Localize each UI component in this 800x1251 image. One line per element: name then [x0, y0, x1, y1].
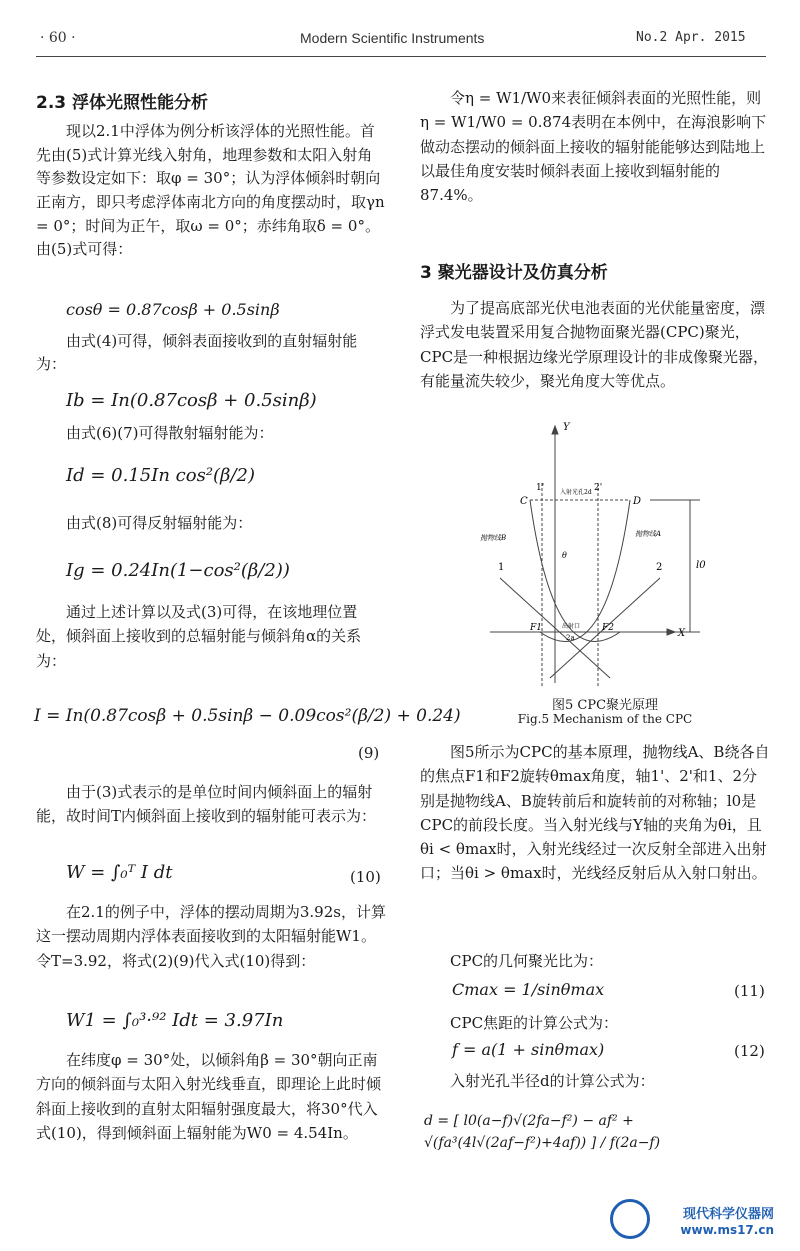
equation-number: (10): [350, 868, 381, 886]
issue-info: No.2 Apr. 2015: [636, 30, 746, 45]
label-y: Y: [563, 422, 570, 433]
journal-name: Modern Scientific Instruments: [300, 30, 485, 46]
paragraph: 通过上述计算以及式(3)可得，在该地理位置处，倾斜面上接收到的总辐射能与倾斜角α的关系为：: [36, 603, 362, 670]
paragraph: 现以2.1中浮体为例分析该浮体的光照性能。首先由(5)式计算光线入射角，地理参数和太阳入射角等参数设定如下：取φ = 30°；认为浮体倾斜时朝向正南方，即只考虑浮体南北方向的角度摆动时，取γn = 0°；时间为正午，取ω = 0°；赤纬角取δ = 0°。由(5)式可得：: [36, 122, 385, 259]
y-axis-arrow: [552, 426, 558, 434]
paragraph: 入射光孔半径d的计算公式为：: [450, 1072, 655, 1090]
paragraph: 由式(6)(7)可得散射辐射能为：: [66, 424, 274, 442]
equation: Ib = In(0.87cosβ + 0.5sinβ): [66, 390, 317, 411]
equation: Id = 0.15In cos²(β/2): [66, 465, 255, 486]
equation: cosθ = 0.87cosβ + 0.5sinβ: [66, 300, 280, 319]
label-2p: 2': [594, 483, 603, 493]
cpc-diagram: [470, 418, 720, 688]
label-1p: 1': [536, 483, 545, 493]
paragraph: CPC的几何聚光比为：: [450, 952, 604, 970]
equation: W = ∫₀ᵀ I dt: [66, 862, 173, 883]
equation: d = [ l0(a−f)√(2fa−f²) − af² + √(fa³(4l√(2af−f²)+4af)) ] / f(2a−f): [424, 1113, 661, 1152]
parabola-b: [530, 500, 620, 641]
watermark-cn: 现代科学仪器网: [682, 1207, 774, 1223]
label-theta: θ: [562, 551, 567, 560]
label-d: D: [633, 496, 642, 507]
equation: I = In(0.87cosβ + 0.5sinβ − 0.09cos²(β/2) + 0.24): [34, 706, 461, 726]
equation: Cmax = 1/sinθmax: [452, 980, 605, 999]
equation-number: (9): [358, 744, 380, 762]
label-inlet: 入射光孔2d: [560, 489, 592, 496]
paragraph: 图5所示为CPC的基本原理，抛物线A、B绕各自的焦点F1和F2旋转θmax角度，轴1'、2'和1、2分别是抛物线A、B旋转前后和旋转前的对称轴；l0是CPC的前段长度。当入射光线与Y轴的夹角为θi，且θi < θmax时，入射光线经过一次反射全部进入出射口；当θi > θmax时，光线经反射后从入射口射出。: [420, 743, 770, 883]
label-1: 1: [498, 562, 505, 573]
section-heading-2-3: 2.3 浮体光照性能分析: [36, 93, 209, 113]
label-2: 2: [656, 562, 663, 573]
equation-number: (11): [734, 982, 765, 1000]
paragraph: CPC焦距的计算公式为：: [450, 1014, 619, 1032]
paragraph: 由式(8)可得反射辐射能为：: [66, 514, 253, 532]
section-heading-3: 3 聚光器设计及仿真分析: [420, 263, 608, 283]
paragraph: 在2.1的例子中，浮体的摆动周期为3.92s，计算这一摆动周期内浮体表面接收到的太阳辐射能W1。令T=3.92，将式(2)(9)代入式(10)得到：: [36, 903, 386, 970]
label-c: C: [520, 496, 528, 507]
label-parabola-b: 抛物线B: [480, 534, 507, 542]
label-outlet: 出射口: [562, 623, 581, 630]
paragraph: 由式(4)可得，倾斜表面接收到的直射辐射能为：: [36, 332, 358, 374]
watermark: [680, 1207, 774, 1237]
label-2a: 2a: [566, 634, 575, 642]
label-x: X: [678, 628, 686, 639]
label-parabola-a: 抛物线A: [635, 530, 662, 538]
paragraph: 为了提高底部光伏电池表面的光伏能量密度，漂浮式发电装置采用复合抛物面聚光器(CPC)聚光，CPC是一种根据边缘光学原理设计的非成像聚光器，有能量流失较少，聚光角度大等优点。: [420, 299, 769, 390]
header-rule: [36, 56, 766, 57]
watermark-url: www.ms17.cn: [680, 1222, 774, 1237]
figure-caption-en: Fig.5 Mechanism of the CPC: [517, 712, 693, 726]
parabola-a: [540, 500, 630, 641]
equation: W1 = ∫₀³·⁹² Idt = 3.97In: [66, 1010, 284, 1031]
paragraph: 由于(3)式表示的是单位时间内倾斜面上的辐射能，故时间T内倾斜面上接收到的辐射能可表示为：: [36, 783, 377, 826]
paragraph: 在纬度φ = 30°处，以倾斜角β = 30°朝向正南方向的倾斜面与太阳入射光线垂直，即理论上此时倾斜面上接收到的直射太阳辐射强度最大，将30°代入式(10)，得到倾斜面上辐射能为W0 = 4.54In。: [36, 1051, 382, 1142]
label-f1: F1: [530, 623, 542, 633]
paragraph: 令η = W1/W0来表征倾斜表面的光照性能，则η = W1/W0 = 0.874表明在本例中，在海浪影响下做动态摆动的倾斜面上接收的辐射能能够达到陆地上以最佳角度安装时倾斜表面上接收到辐射能的87.4%。: [420, 89, 767, 205]
equation-number: (12): [734, 1042, 765, 1060]
figure-caption-cn: 图5 CPC聚光原理: [551, 698, 659, 713]
equation: Ig = 0.24In(1−cos²(β/2)): [66, 560, 290, 581]
equation: f = a(1 + sinθmax): [452, 1040, 605, 1059]
page-number: · 60 ·: [40, 30, 76, 46]
watermark-logo: [610, 1199, 650, 1239]
label-f2: F2: [602, 623, 614, 633]
label-l0: l0: [696, 560, 706, 571]
